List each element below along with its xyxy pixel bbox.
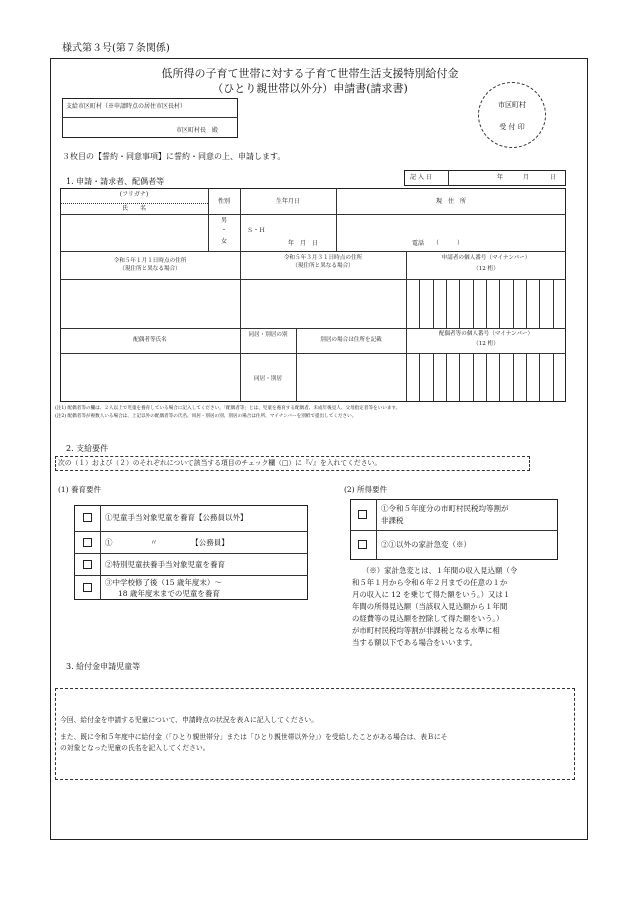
- form-title-line1: 低所得の子育て世帯に対する子育て世帯生活支援特別給付金: [161, 67, 459, 80]
- digit-divider: [553, 279, 554, 328]
- addr-mar31-label: 令和５年３月３１日時点の住所: [283, 255, 363, 261]
- care-item-4-line2: 18 歳年度末までの児童を養育: [118, 589, 220, 598]
- digit-divider: [433, 353, 434, 402]
- form-number: 様式第３号(第７条関係): [62, 43, 170, 54]
- birthdate-label: 生年月日: [275, 198, 300, 205]
- note-2: (注2) 配偶者等が複数人いる場合は、上記以外の配偶者等の氏名、同居・別居の別、別居の場合は住所、マイナンバーを別紙で提出してください。: [55, 414, 357, 419]
- my-number-cells[interactable]: [406, 279, 566, 328]
- recipient-name: 市区町村長 殿: [176, 127, 219, 134]
- digit-divider: [459, 353, 460, 402]
- digit-divider: [499, 279, 500, 328]
- spouse-number-digits: （12 桁）: [473, 341, 499, 347]
- form-title-line2: （ひとり親世帯以外分）申請書(請求書): [212, 82, 408, 95]
- digit-divider: [486, 353, 487, 402]
- stamp-line1: 市区町村: [498, 101, 526, 109]
- digit-divider: [499, 353, 500, 402]
- income-note-1: （※）家計急変とは、１年間の収入見込額（令: [362, 566, 518, 575]
- digit-divider: [526, 279, 527, 328]
- era-label: Ｓ・Ｈ: [247, 227, 266, 234]
- care-item-1: ①児童手当対象児童を養育【公務員以外】: [105, 513, 248, 522]
- income-checkbox-2[interactable]: [358, 540, 367, 549]
- income-note-5: の経費等の見込額を控除して得た額をいう。）: [352, 614, 504, 623]
- furigana-label: (フリガナ): [119, 191, 149, 198]
- digit-divider: [419, 279, 420, 328]
- digit-divider: [446, 353, 447, 402]
- income-title: (2) 所得要件: [344, 485, 388, 494]
- income-note-2: 和５年１月から令和６年２月までの任意の１か: [352, 578, 508, 587]
- digit-divider: [486, 279, 487, 328]
- digit-divider: [539, 279, 540, 328]
- cohabit-label: 同居・別居の別: [248, 332, 288, 338]
- entry-date-day: 日: [550, 174, 557, 181]
- gender-dot: ・: [220, 227, 227, 234]
- care-checkbox-3[interactable]: [83, 560, 92, 569]
- spouse-number-label: 配偶者等の個人番号（マイナンバー）: [438, 331, 534, 337]
- cohabit-value: 同居・別居: [254, 376, 282, 382]
- section2-title: 2. 支給要件: [66, 444, 109, 453]
- digit-divider: [513, 353, 514, 402]
- phone-label: 電話 （ ）: [412, 240, 464, 247]
- entry-date-label: 記 入 日: [410, 174, 432, 181]
- care-item-3: ②特別児童扶養手当対象児童を養育: [105, 560, 225, 569]
- digit-divider: [539, 353, 540, 402]
- entry-date-year: 年: [497, 174, 504, 181]
- care-checkbox-4[interactable]: [83, 583, 92, 592]
- income-item-2: ②①以外の家計急変（※）: [381, 540, 471, 549]
- digit-divider: [433, 279, 434, 328]
- ymd-label: 年 月 日: [288, 240, 319, 247]
- digit-divider: [526, 353, 527, 402]
- my-number-digits: （12 桁）: [473, 266, 499, 272]
- digit-divider: [513, 279, 514, 328]
- income-item-1: ①令和５年度分の市町村民税均等割が: [381, 504, 509, 513]
- digit-divider: [459, 279, 460, 328]
- section3-line2: また、既に令和５年度中に給付金（「ひとり親世帯分」または「ひとり親世帯以外分」）を受給したことがある場合は、表Ｂにそ: [60, 733, 448, 741]
- addr-jan1-sub: （現住所と異なる場合）: [119, 266, 181, 272]
- digit-divider: [446, 279, 447, 328]
- gender-label: 性別: [217, 198, 230, 205]
- income-note-7: 当する額以下である場合をいいます。: [352, 638, 478, 647]
- address-label: 現 住 所: [435, 198, 466, 205]
- stamp-line2: 受 付 印: [499, 123, 525, 131]
- pledge-text: ３枚目の【誓約・同意事項】に誓約・同意の上、申請します。: [62, 152, 286, 161]
- care-title: (1) 養育要件: [58, 485, 102, 494]
- entry-date-month: 月: [523, 174, 530, 181]
- my-number-label: 申請者の個人番号（マイナンバー）: [441, 255, 531, 261]
- care-checkbox-1[interactable]: [83, 513, 92, 522]
- income-item-1-line2: 非課税: [381, 516, 404, 525]
- section3-title: 3. 給付金申請児童等: [66, 662, 141, 671]
- digit-divider: [419, 353, 420, 402]
- recipient-label: 支給市区町村（※申請時点の居住市区長村）: [66, 103, 187, 110]
- income-note-4: 年間の所得見込額（当該収入見込額から１年間: [352, 602, 508, 611]
- digit-divider: [473, 353, 474, 402]
- spouse-number-cells[interactable]: [406, 353, 566, 402]
- gender-female: 女: [220, 238, 227, 245]
- section3-line1: 今回、給付金を申請する児童について、申請時点の状況を表Ａに記入してください。: [60, 716, 319, 724]
- addr-jan1-label: 令和５年１月１日時点の住所: [113, 258, 187, 264]
- section1-title: 1. 申請・請求者、配偶者等: [66, 177, 165, 186]
- gender-male: 男: [220, 217, 227, 224]
- care-checkbox-2[interactable]: [83, 538, 92, 547]
- name-label: 氏 名: [121, 205, 146, 212]
- separate-address-label: 別居の場合は住所を記載: [320, 337, 382, 343]
- note-1: (注1) 配偶者等の欄は、２人以上で児童を養育している場合に記入してください。「配偶者等」とは、児童を養育する配偶者、未成年後見人、父母指定者等をいいます。: [55, 406, 401, 411]
- section3-line3: の対象となった児童の氏名を記入してください。: [60, 744, 210, 752]
- income-note-6: が市町村民税均等割が非課税となる水準に相: [352, 626, 500, 635]
- digit-divider: [553, 353, 554, 402]
- spouse-name-label: 配偶者等氏名: [133, 337, 167, 343]
- reception-stamp: [478, 82, 546, 148]
- instruction-text: 次の（１）および（２）のそれぞれについて該当する項目のチェック欄（□）に『✓』を入れてください。: [58, 459, 382, 467]
- income-note-3: 月の収入に 12 を乗じて得た額をいう。）又は１: [352, 590, 511, 599]
- income-checkbox-1[interactable]: [358, 510, 367, 519]
- care-item-4: ③中学校修了後（15 歳年度末）～: [105, 578, 222, 587]
- addr-mar31-sub: （現住所と異なる場合）: [292, 263, 354, 269]
- digit-divider: [473, 279, 474, 328]
- care-item-2: ① 〃 【公務員】: [105, 538, 229, 547]
